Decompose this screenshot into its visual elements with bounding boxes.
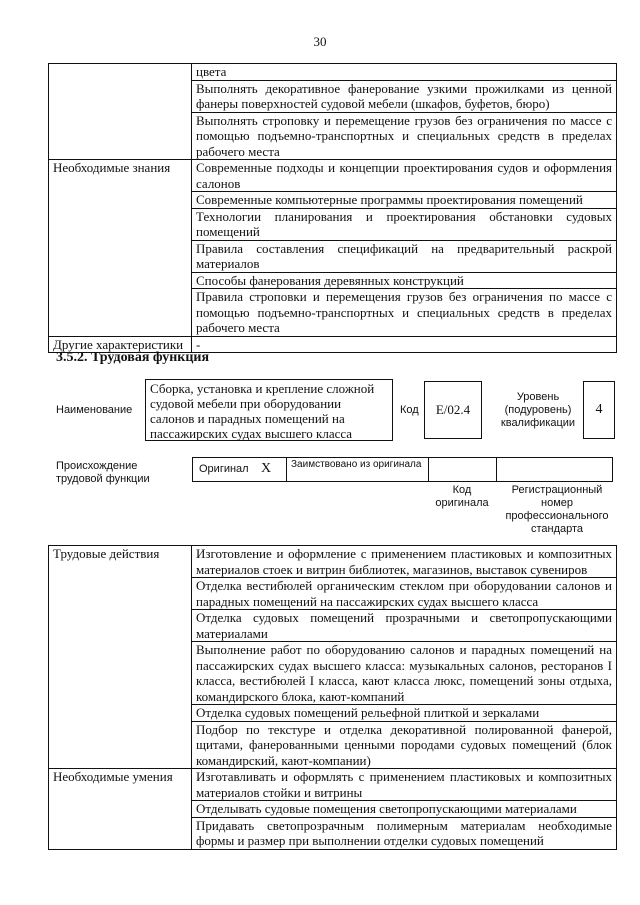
row-description: - [192,336,617,353]
row-description: Выполнять декоративное фанерование узкими прожилками из ценной фанеры поверхностей судовой мебели (шкафов, буфетов, бюро) [192,80,617,112]
row-description: Современные компьютерные программы проектирования помещений [192,192,617,209]
origin-borrowed-cell: Заимствовано из оригинала [286,457,429,482]
row-category [49,80,192,112]
row-category [49,289,192,337]
table-row [49,64,617,81]
row-category [49,721,192,769]
row-category: Трудовые действия [49,546,192,578]
origin-row [193,457,615,482]
origin-original-cell [192,457,287,482]
table-row [49,208,617,240]
row-description: Правила строповки и перемещения грузов без ограничения по массе с помощью подъемно-транспортных и специальных средств в пределах рабочего места [192,289,617,337]
table-row [49,192,617,209]
row-description: Технологии планирования и проектирования обстановки судовых помещений [192,208,617,240]
row-description: Отделывать судовые помещения светопропускающими материалами [192,801,617,818]
row-description: Отделка вестибюлей органическим стеклом при оборудовании салонов и парадных помещений на пассажирских судах высшего класса [192,578,617,610]
row-category [49,801,192,818]
row-category [49,208,192,240]
table-row [49,769,617,801]
row-category [49,192,192,209]
row-category [49,272,192,289]
table-row [49,610,617,642]
row-description: Отделка судовых помещений прозрачными и светопропускающими материалами [192,610,617,642]
row-description: Способы фанерования деревянных конструкций [192,272,617,289]
row-description: Выполнять строповку и перемещение грузов без ограничения по массе с помощью подъемно-транспортных и специальных средств в пределах рабочего места [192,112,617,160]
table-row [49,642,617,705]
row-description: Выполнение работ по оборудованию салонов и парадных помещений на пассажирских судах высшего класса: музыкальных салонов, ресторанов I класса, вестибюлей I класса, кают класса люкс, помещений зоны отдыха, командирского блока, кают-компаний [192,642,617,705]
table-row [49,272,617,289]
qualification-level-box: 4 [583,381,615,439]
row-category [49,112,192,160]
code-original-label: Код оригинала [435,484,489,509]
row-description: Правила составления спецификаций на предварительный раскрой материалов [192,240,617,272]
row-category [49,817,192,849]
table-row [49,80,617,112]
table-row [49,546,617,578]
bottom-requirements-table [48,545,617,850]
origin-reg-cell [496,457,613,482]
row-category [49,705,192,722]
row-category [49,610,192,642]
code-label: Код [400,404,419,416]
table-row [49,240,617,272]
origin-label: Происхождение трудовой функции [56,460,150,485]
row-description: Изготавливать и оформлять с применением пластиковых и композитных материалов стойки и витрины [192,769,617,801]
section-heading: 3.5.2. Трудовая функция [56,350,210,365]
qualification-level-label: Уровень (подуровень) квалификации [500,391,576,429]
table-row [49,578,617,610]
table-row [49,705,617,722]
code-value-box: E/02.4 [424,381,482,439]
row-category [49,642,192,705]
table-row [49,817,617,849]
row-category [49,64,192,81]
top-requirements-table [48,63,617,353]
function-name-box: Сборка, установка и крепление сложной судовой мебели при оборудовании салонов и парадных помещений на пассажирских судах высшего класса [145,379,393,441]
table-row [49,112,617,160]
row-description: Отделка судовых помещений рельефной плиткой и зеркалами [192,705,617,722]
table-row [49,721,617,769]
table-row [49,801,617,818]
row-description: цвета [192,64,617,81]
row-description: Изготовление и оформление с применением пластиковых и композитных материалов стоек и витрин библиотек, магазинов, выставок сувениров [192,546,617,578]
name-label: Наименование [56,404,133,416]
row-description: Современные подходы и концепции проектирования судов и оформления салонов [192,160,617,192]
row-category: Необходимые умения [49,769,192,801]
row-description: Придавать светопрозрачным полимерным материалам необходимые формы и размер при выполнении отделки судовых помещений [192,817,617,849]
table-row [49,160,617,192]
row-description: Подбор по текстуре и отделка декоративной полированной фанерой, щитами, фанерованными ценными породами судовых помещений (блок командирский, кают-компании) [192,721,617,769]
table-row [49,289,617,337]
registration-number-label: Регистрационный номер профессионального стандарта [505,484,609,535]
row-category [49,240,192,272]
row-category: Другие характеристики [49,336,192,353]
origin-code-cell [428,457,497,482]
original-mark: X [261,461,272,476]
row-category [49,578,192,610]
original-label: Оригинал [199,463,249,475]
row-category: Необходимые знания [49,160,192,192]
page-number: 30 [313,34,327,49]
